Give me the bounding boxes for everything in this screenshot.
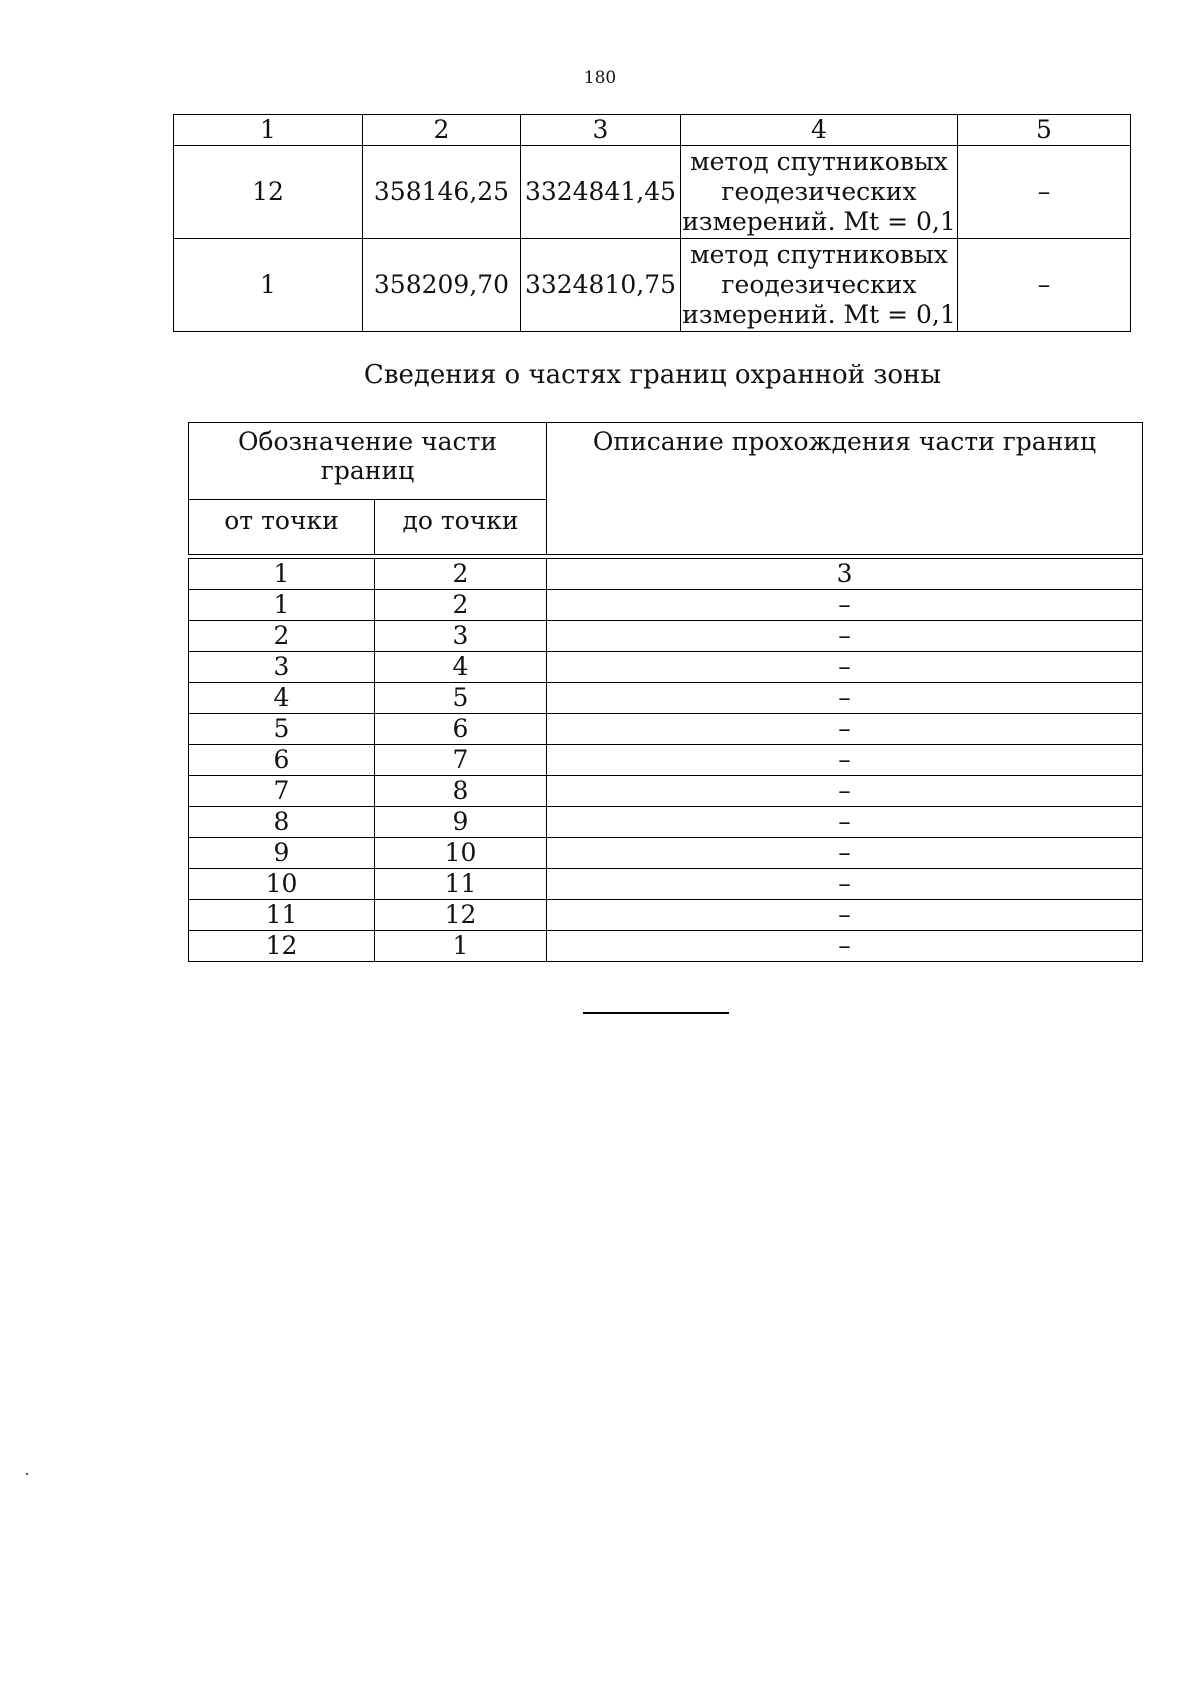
from-point-cell: 5: [189, 714, 375, 745]
header-cell: 3: [521, 115, 681, 146]
table-row: [189, 745, 1143, 776]
from-point-cell: 6: [189, 745, 375, 776]
method-cell: [681, 239, 958, 332]
description-cell: –: [547, 590, 1143, 621]
column-number: 1: [189, 559, 375, 590]
table-row: [189, 590, 1143, 621]
header-cell: 4: [681, 115, 958, 146]
end-of-section-rule: [583, 1012, 729, 1014]
table-row: [189, 900, 1143, 931]
boundary-parts-table: [188, 422, 1143, 962]
table-row: [174, 146, 1131, 239]
to-point-cell: 11: [375, 869, 547, 900]
to-point-cell: 2: [375, 590, 547, 621]
column-numbering-row: [189, 559, 1143, 590]
header-cell: 5: [958, 115, 1131, 146]
table-row: [189, 714, 1143, 745]
to-point-cell: 6: [375, 714, 547, 745]
boundary-table-header-row: [189, 423, 1143, 500]
coordinates-table-header-row: [174, 115, 1131, 146]
boundary-part-header: Обозначение части границ: [189, 423, 547, 500]
y-coordinate-cell: 3324841,45: [521, 146, 681, 239]
method-line: измерений. Mt = 0,1: [682, 207, 956, 236]
description-cell: –: [958, 146, 1131, 239]
table-row: [189, 807, 1143, 838]
y-coordinate-cell: 3324810,75: [521, 239, 681, 332]
to-point-cell: 5: [375, 683, 547, 714]
description-cell: –: [547, 776, 1143, 807]
header-cell: 1: [174, 115, 363, 146]
from-point-cell: 1: [189, 590, 375, 621]
table-row: [189, 652, 1143, 683]
description-cell: –: [547, 652, 1143, 683]
to-point-cell: 3: [375, 621, 547, 652]
description-cell: –: [547, 869, 1143, 900]
from-point-cell: 4: [189, 683, 375, 714]
column-number: 2: [375, 559, 547, 590]
from-point-cell: 2: [189, 621, 375, 652]
from-point-cell: 8: [189, 807, 375, 838]
table-row: [189, 869, 1143, 900]
method-line: измерений. Mt = 0,1: [682, 300, 956, 329]
method-line: геодезических: [721, 270, 917, 299]
to-point-cell: 1: [375, 931, 547, 962]
description-cell: –: [958, 239, 1131, 332]
from-point-cell: 10: [189, 869, 375, 900]
description-cell: –: [547, 807, 1143, 838]
from-point-cell: 9: [189, 838, 375, 869]
header-cell: 2: [363, 115, 521, 146]
to-point-header: до точки: [375, 500, 547, 555]
from-point-header: от точки: [189, 500, 375, 555]
description-cell: –: [547, 931, 1143, 962]
to-point-cell: 7: [375, 745, 547, 776]
page-number: 180: [583, 68, 617, 88]
boundary-description-header: Описание прохождения части границ: [547, 423, 1143, 555]
method-line: метод спутниковых: [690, 147, 948, 176]
to-point-cell: 10: [375, 838, 547, 869]
x-coordinate-cell: 358209,70: [363, 239, 521, 332]
description-cell: –: [547, 621, 1143, 652]
point-number-cell: 1: [174, 239, 363, 332]
to-point-cell: 12: [375, 900, 547, 931]
table-row: [189, 931, 1143, 962]
coordinates-table: [173, 114, 1131, 332]
description-cell: –: [547, 683, 1143, 714]
from-point-cell: 11: [189, 900, 375, 931]
description-cell: –: [547, 714, 1143, 745]
x-coordinate-cell: 358146,25: [363, 146, 521, 239]
to-point-cell: 8: [375, 776, 547, 807]
column-number: 3: [547, 559, 1143, 590]
description-cell: –: [547, 838, 1143, 869]
scan-speck: [26, 1473, 28, 1475]
method-line: геодезических: [721, 177, 917, 206]
to-point-cell: 4: [375, 652, 547, 683]
from-point-cell: 3: [189, 652, 375, 683]
from-point-cell: 7: [189, 776, 375, 807]
description-cell: –: [547, 745, 1143, 776]
table-row: [189, 838, 1143, 869]
table-row: [189, 683, 1143, 714]
section-title: Сведения о частях границ охранной зоны: [363, 360, 942, 390]
method-cell: [681, 146, 958, 239]
table-row: [189, 621, 1143, 652]
from-point-cell: 12: [189, 931, 375, 962]
to-point-cell: 9: [375, 807, 547, 838]
table-row: [174, 239, 1131, 332]
table-row: [189, 776, 1143, 807]
point-number-cell: 12: [174, 146, 363, 239]
method-line: метод спутниковых: [690, 240, 948, 269]
description-cell: –: [547, 900, 1143, 931]
